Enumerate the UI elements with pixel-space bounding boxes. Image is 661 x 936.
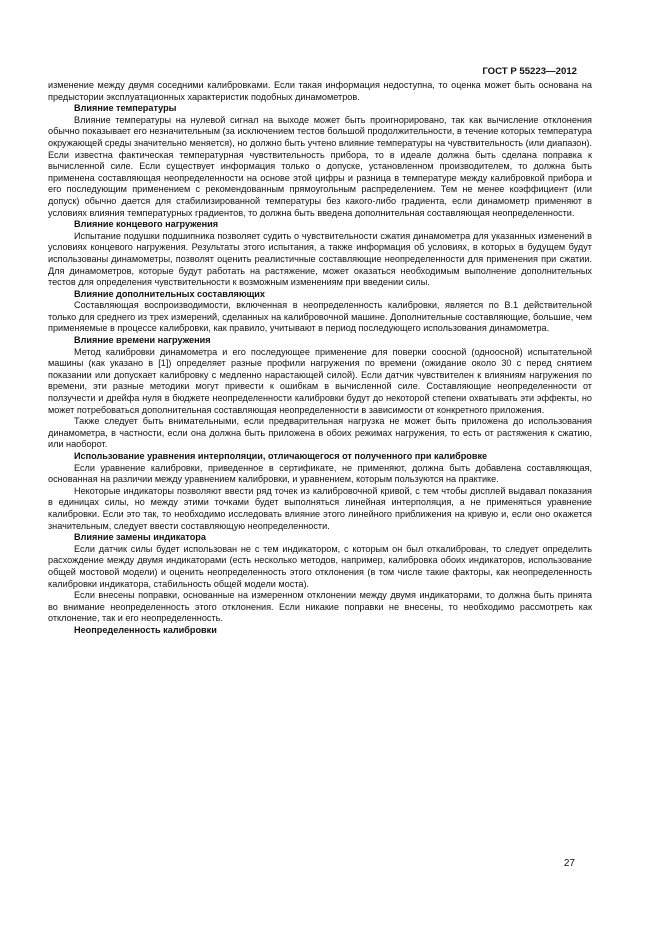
paragraph-loading-time-2: Также следует быть внимательными, если предварительная нагрузка не может быть приложена до использования динамометра, в частности, если она должна быть приложена в обоих режимах нагружения, то есть от растяжения к сжатию, или наоборот. — [48, 416, 592, 450]
paragraph-interpolation-1: Если уравнение калибровки, приведенное в сертификате, не применяют, должна быть добавлена составляющая, основанная на различии между уравнением калибровки, и уравнением, которым пользуются на практике. — [48, 462, 592, 485]
section-heading-indicator-change: Влияние замены индикатора — [74, 532, 206, 543]
paragraph-indicator-change-1: Если датчик силы будет использован не с тем индикатором, с которым он был откалиброван, то следует определить расхождение между двумя индикаторами (есть несколько методов, например, калибровка обоих индикаторов, использование общей мостовой модели) и оценить неопределенность этого отклонения (в том числе такие факторы, как неопределенность калибровки индикатора, стабильность общей модели моста). — [48, 543, 592, 589]
paragraph-end-loading: Испытание подушки подшипника позволяет судить о чувствительности сжатия динамометра для указанных изменений в условиях концевого нагружения. Результаты этого испытания, а также информация об условиях, в которых в будущем будут использованы динамометры, позволят оценить реалистичные составляющие неопределенности для применения при сжатии. Для динамометров, которые будут работать на растяжение, может оказаться необходимым выполнение дополнительных тестов для определения чувствительности к возможным изменениям при введении силы. — [48, 230, 592, 288]
section-heading-calibration-uncertainty: Неопределенность калибровки — [74, 624, 217, 635]
standard-designation: ГОСТ Р 55223—2012 — [482, 66, 577, 77]
section-heading-temperature: Влияние температуры — [74, 103, 177, 114]
page-body — [48, 80, 592, 637]
paragraph-interpolation-2: Некоторые индикаторы позволяют ввести ряд точек из калибровочной кривой, с тем чтобы дисплей выдавал показания в единицах силы, но между этими точками будет выполняться линейная интерполяция, а не применяться уравнение калибровки. Если это так, то необходимо исследовать влияние этого линейного приближения на кривую и, если оно окажется значительным, следует ввести составляющую неопределенности. — [48, 485, 592, 531]
section-heading-end-loading: Влияние концевого нагружения — [74, 219, 219, 230]
paragraph-temperature: Влияние температуры на нулевой сигнал на выходе может быть проигнорировано, так как вычисление отклонения обычно показывает его незначительным (за исключением тестов большой продолжительности, в течение которых температура окружающей среды значительно меняется), но должно быть учтено влияние температуры на чувствительность (или диапазон). Если известна фактическая температурная чувствительность прибора, то в идеале должна быть сделана поправка к вычисленной силе. Если существует информация только о допуске, установленном производителем, то должна быть применена составляющая неопределенности на основе этой цифры и разница в температуре между калибровкой прибора и его последующим применением с рекомендованным прямоугольным распределением. Тем не менее коэффициент (или допуск) обычно дается для стабилизированной температуры без какого-либо градиента, если динамометр применяют в условиях влияния температурных градиентов, то должна быть введена дополнительная составляющая неопределенности. — [48, 114, 592, 218]
page-number: 27 — [563, 858, 575, 869]
paragraph-indicator-change-2: Если внесены поправки, основанные на измеренном отклонении между двумя индикаторами, то должна быть принята во внимание неопределенность этого отклонения. Если никакие поправки не внесены, то необходимо рассмотреть как отклонение, так и его неопределенность. — [48, 590, 592, 624]
section-heading-loading-time: Влияние времени нагружения — [74, 335, 211, 346]
section-heading-interpolation: Использование уравнения интерполяции, отличающегося от полученного при калибровке — [74, 451, 488, 461]
paragraph-loading-time-1: Метод калибровки динамометра и его последующее применение для поверки соосной (одноосной) испытательной машины (как указано в [1]) определяет разные профили нагружения по времени (ожидание около 30 с перед снятием показании или допускает калибровку с медленно нарастающей силой). Если датчик чувствителен к влияниям нагружения по времени, эти разные методики могут привести к ошибкам в вычисленной силе. Составляющие неопределенности от ползучести и дрейфа нуля в бюджете неопределенности калибровки будут до некоторой степени охватывать эти эффекты, но может потребоваться дополнительная составляющая неопределенности в зависимости от конкретного приложения. — [48, 346, 592, 415]
section-heading-additional-components: Влияние дополнительных составляющих — [74, 288, 265, 299]
intro-paragraph: изменение между двумя соседними калибровками. Если такая информация недоступна, то оценка может быть основана на предыстории эксплуатационных характеристик подобных динамометров. — [48, 80, 592, 102]
paragraph-additional-components: Составляющая воспроизводимости, включенная в неопределенность калибровки, является по В.1 действительной только для среднего из трех измерений, сделанных на калибровочной машине. Дополнительные составляющие, большие, чем применяемые в процессе калибровки, как правило, учитывают в период последующего использования динамометра. — [48, 300, 592, 334]
